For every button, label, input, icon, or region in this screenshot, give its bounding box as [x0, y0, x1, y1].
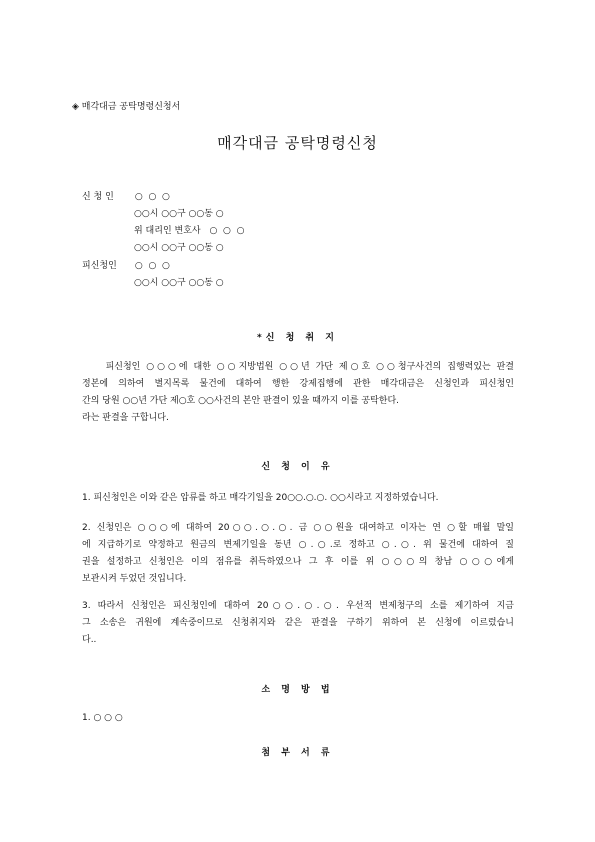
applicant-name: ○ ○ ○ — [134, 192, 170, 202]
reason-item-1 — [82, 490, 514, 507]
respondent-address: ○○시 ○○구 ○○동 ○ — [134, 278, 224, 288]
purpose-line: 정본에 의하여 별지목록 물건에 대하여 행한 강제집행에 관한 매각대금은 신청인과 피신청인 — [82, 379, 514, 389]
purpose-line: 라는 판결을 구합니다. — [82, 413, 169, 423]
reason-line: 다.. — [82, 635, 97, 645]
reason-line: 3. 따라서 신청인은 피신청인에 대하여 20○○.○.○. 우선적 변제청구의 소를 제기하여 지금 — [82, 601, 514, 611]
page-title: 매각대금 공탁명령신청 — [217, 134, 378, 152]
respondent-name: ○ ○ ○ — [134, 261, 170, 271]
reason-line: 1. 피신청인은 이와 같은 압류를 하고 매각기일을 20○○.○.○. ○○시라고 지정하였습니다. — [82, 493, 439, 503]
diamond-bullet-icon: ◈ — [72, 102, 79, 112]
purpose-line: 간의 당원 ○○년 가단 제○호 ○○사건의 본안 판결이 있을 때까지 이를 공탁한다. — [82, 396, 400, 406]
reason-line: 그 소송은 귀원에 계속중이므로 신청취지와 같은 판결을 구하기 위하여 본 신청에 이르렀습니 — [82, 618, 514, 628]
reason-item-3 — [82, 598, 514, 649]
purpose-paragraph — [82, 359, 514, 427]
applicant-address: ○○시 ○○구 ○○동 ○ — [134, 209, 224, 219]
reason-line: 보관시켜 두었던 것입니다. — [82, 574, 187, 584]
applicant-label: 신 청 인 — [82, 192, 114, 202]
reason-line: 권을 설정하고 신청인은 이의 점유를 취득하였으나 그 후 이를 위 ○○○의 창남 ○○○에게 — [82, 557, 514, 567]
respondent-label: 피신청인 — [82, 261, 117, 271]
agent-address: ○○시 ○○구 ○○동 ○ — [134, 243, 224, 253]
agent-name: ○ ○ ○ — [209, 226, 245, 236]
reason-line: 에 지급하기로 약정하고 원금의 변제기일을 동년 ○.○.로 정하고 ○.○. 위 물건에 대하여 질 — [82, 540, 514, 550]
attachments-heading: 첨 부 서 류 — [261, 748, 334, 758]
reasons-heading: 신 청 이 유 — [261, 462, 334, 472]
purpose-heading: *신 청 취 지 — [257, 333, 338, 343]
reason-item-2 — [82, 520, 514, 588]
breadcrumb-text: 매각대금 공탁명령신청서 — [81, 102, 181, 112]
evidence-item: 1. ○ ○ ○ — [82, 713, 123, 723]
evidence-heading: 소 명 방 법 — [261, 685, 334, 695]
reason-line: 2. 신청인은 ○○○에 대하여 20○○.○.○. 금 ○○원을 대여하고 이자는 연 ○할 매월 말일 — [82, 523, 514, 533]
breadcrumb — [72, 99, 180, 112]
purpose-line: 피신청인 ○○○에 대한 ○○지방법원 ○○년 가단 제○호 ○○청구사건의 집행력있는 판결 — [82, 362, 514, 372]
agent-label: 위 대리인 변호사 — [134, 226, 201, 236]
